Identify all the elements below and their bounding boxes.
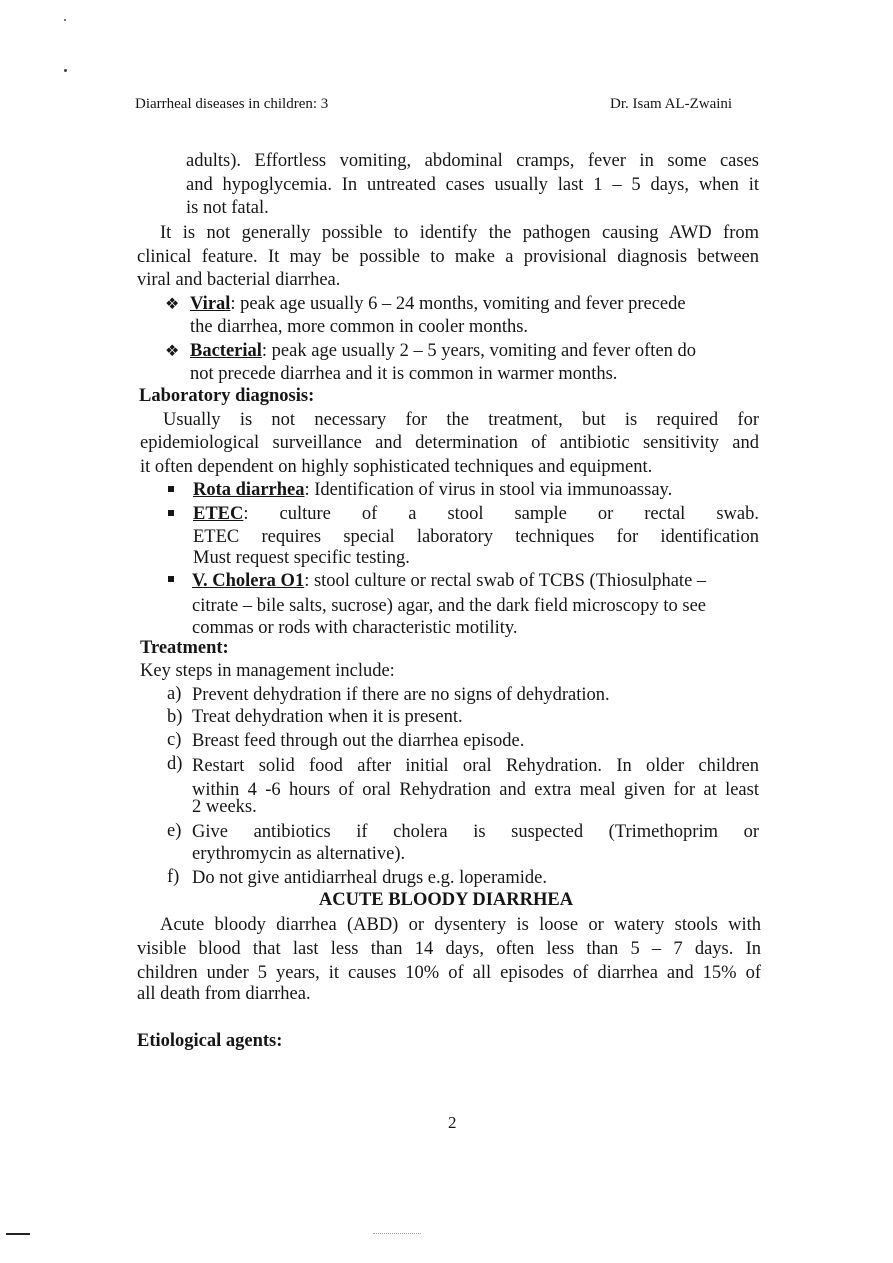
header-right: Dr. Isam AL-Zwaini (610, 96, 733, 112)
treatment-intro: Key steps in management include: (140, 661, 395, 681)
treatment-heading: Treatment: (140, 638, 229, 658)
etiology-heading: Etiological agents: (137, 1031, 283, 1051)
cholera-term: V. Cholera O1 (192, 571, 305, 591)
square-bullet-icon (168, 486, 174, 492)
abd-heading: ACUTE BLOODY DIARRHEA (318, 890, 574, 910)
etec-line: ETEC: culture of a stool sample or rectal swab. (193, 504, 759, 524)
scan-mark (6, 1233, 30, 1235)
step-text: within 4 -6 hours of oral Rehydration and extra meal given for at least (192, 780, 759, 800)
scan-speck (64, 19, 66, 21)
step-letter: c) (167, 730, 182, 750)
bacterial-term: Bacterial (190, 341, 262, 361)
lab-heading: Laboratory diagnosis: (139, 386, 315, 406)
rota-line (193, 479, 672, 501)
scan-mark (373, 1233, 421, 1234)
step-text: erythromycin as alternative). (192, 844, 406, 864)
bacterial-line (190, 340, 759, 362)
body-line: epidemiological surveillance and determination of antibiotic sensitivity and (140, 433, 759, 453)
step-text: 2 weeks. (192, 797, 257, 817)
diamond-bullet-icon: ❖ (165, 296, 180, 313)
step-text: Give antibiotics if cholera is suspected (Trimethoprim or (192, 822, 759, 842)
body-line: commas or rods with characteristic motility. (192, 618, 518, 638)
cholera-desc: : stool culture or rectal swab of TCBS (Thiosulphate – (304, 571, 707, 591)
header-left: Diarrheal diseases in children: 3 (135, 96, 329, 112)
body-line: and hypoglycemia. In untreated cases usually last 1 – 5 days, when it (186, 175, 759, 195)
bacterial-desc: : peak age usually 2 – 5 years, vomiting and fever often do (261, 341, 697, 361)
body-line: Must request specific testing. (193, 548, 410, 568)
step-text: Prevent dehydration if there are no signs of dehydration. (192, 685, 610, 705)
step-letter: f) (167, 867, 180, 887)
body-line: ETEC requires special laboratory techniques for identification (193, 527, 759, 547)
step-text: Do not give antidiarrheal drugs e.g. loperamide. (192, 868, 547, 888)
body-line: the diarrhea, more common in cooler months. (190, 317, 529, 337)
step-text: Breast feed through out the diarrhea episode. (192, 731, 525, 751)
body-line: children under 5 years, it causes 10% of all episodes of diarrhea and 15% of (137, 963, 761, 983)
rota-desc: : Identification of virus in stool via immunoassay. (304, 480, 673, 500)
viral-line (190, 293, 759, 315)
diamond-bullet-icon: ❖ (165, 343, 180, 360)
body-line: visible blood that last less than 14 days, often less than 5 – 7 days. In (137, 939, 761, 959)
step-text: Treat dehydration when it is present. (192, 707, 463, 727)
step-letter: e) (167, 821, 182, 841)
etec-term: ETEC (193, 504, 244, 524)
step-letter: a) (167, 684, 182, 704)
body-line: adults). Effortless vomiting, abdominal cramps, fever in some cases (186, 151, 759, 171)
step-letter: d) (167, 754, 183, 774)
rota-term: Rota diarrhea (193, 480, 305, 500)
step-letter: b) (167, 707, 183, 727)
body-line: It is not generally possible to identify the pathogen causing AWD from (160, 223, 759, 243)
body-line: citrate – bile salts, sucrose) agar, and the dark field microscopy to see (192, 596, 706, 616)
body-line: Usually is not necessary for the treatment, but is required for (163, 410, 759, 430)
body-line: clinical feature. It may be possible to make a provisional diagnosis between (137, 247, 759, 267)
step-text: Restart solid food after initial oral Rehydration. In older children (192, 756, 759, 776)
viral-term: Viral (190, 294, 231, 314)
cholera-line (192, 570, 706, 592)
page-number: 2 (448, 1113, 457, 1132)
body-line: is not fatal. (186, 198, 269, 218)
body-line: viral and bacterial diarrhea. (137, 270, 341, 290)
square-bullet-icon (168, 576, 174, 582)
body-line: Acute bloody diarrhea (ABD) or dysentery is loose or watery stools with (160, 915, 761, 935)
body-line: it often dependent on highly sophisticated techniques and equipment. (140, 457, 653, 477)
body-line: all death from diarrhea. (137, 984, 311, 1004)
scan-speck (64, 69, 67, 72)
square-bullet-icon (168, 510, 174, 516)
viral-desc: : peak age usually 6 – 24 months, vomiting and fever precede (230, 294, 686, 314)
body-line: not precede diarrhea and it is common in warmer months. (190, 364, 618, 384)
